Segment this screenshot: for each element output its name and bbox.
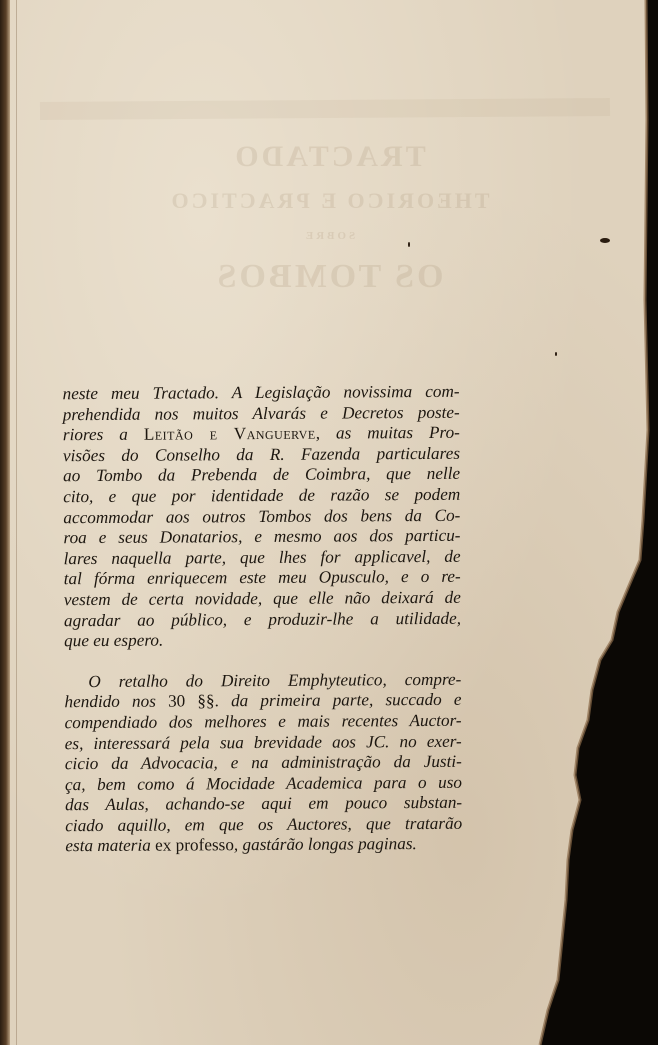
bleed-through-subtitle: THEORICO E PRACTICO: [168, 188, 490, 213]
text-line: agradar ao público, e produzir-lhe a utilidade,: [63, 608, 462, 630]
latin-phrase: ex professo: [155, 835, 234, 856]
text-line: neste meu Tractado. A Legislação novissima com-: [62, 381, 460, 404]
text-span: esta materia: [65, 836, 156, 856]
bleed-through-title: TRACTADO: [232, 140, 426, 173]
text-line: roa e seus Donatarios, e mesmo aos dos particu-: [63, 525, 461, 548]
text-line: cicio da Advocacia, e na administração da Justi-: [64, 751, 462, 774]
bleed-through-heading: OS TOMBOS: [214, 258, 444, 295]
text-span: da primeira parte, succado e: [218, 690, 462, 711]
text-line: O retalho do Direito Emphyteutico, compre-: [88, 669, 462, 691]
text-span: , as muitas Pro-: [315, 422, 460, 443]
text-line: compendiado dos melhores e mais recentes Auctor-: [64, 710, 462, 733]
text-line: prehendida nos muitos Alvarás e Decretos poste-: [62, 402, 460, 424]
paragraph-1: [63, 382, 462, 652]
text-line: vestem de certa novidade, que elle não deixará de: [63, 587, 461, 610]
text-line: que eu espero.: [64, 630, 164, 651]
author-names: Leitão e Vanguerve: [143, 423, 316, 444]
text-line: lares naquella parte, que lhes for applicavel, de: [63, 546, 461, 568]
text-line: visões do Conselho da R. Fazenda particulares: [62, 443, 461, 465]
text-line: ao Tombo da Prebenda de Coimbra, que nelle: [63, 464, 461, 486]
text-line: [64, 690, 461, 713]
text-line: ciado aquillo, em que os Auctores, que tratarão: [65, 813, 463, 836]
text-span: riores a: [62, 424, 144, 445]
text-line: tal fórma enriquecem este meu Opusculo, e o re-: [63, 567, 461, 589]
bleed-through-small: SOBRE: [302, 230, 356, 242]
text-line: ça, bem como á Mocidade Academica para o uso: [64, 772, 463, 794]
text-span: , gastárão longas paginas.: [233, 834, 417, 855]
text-line: accommodar aos outros Tombos dos bens da Co-: [63, 505, 461, 527]
text-line: [65, 834, 462, 857]
text-span: hendido nos: [64, 691, 169, 712]
body-text: [63, 382, 463, 857]
text-line: [63, 423, 460, 446]
section-reference: 30 §§.: [168, 691, 219, 711]
text-line: das Aulas, achando-se aqui em pouco substan-: [65, 793, 463, 815]
paragraph-2: [64, 670, 462, 858]
text-line: cito, e que por identidade de razão se podem: [63, 484, 461, 507]
text-line: es, interessará pela sua brevidade aos JC. no exer-: [64, 731, 462, 753]
